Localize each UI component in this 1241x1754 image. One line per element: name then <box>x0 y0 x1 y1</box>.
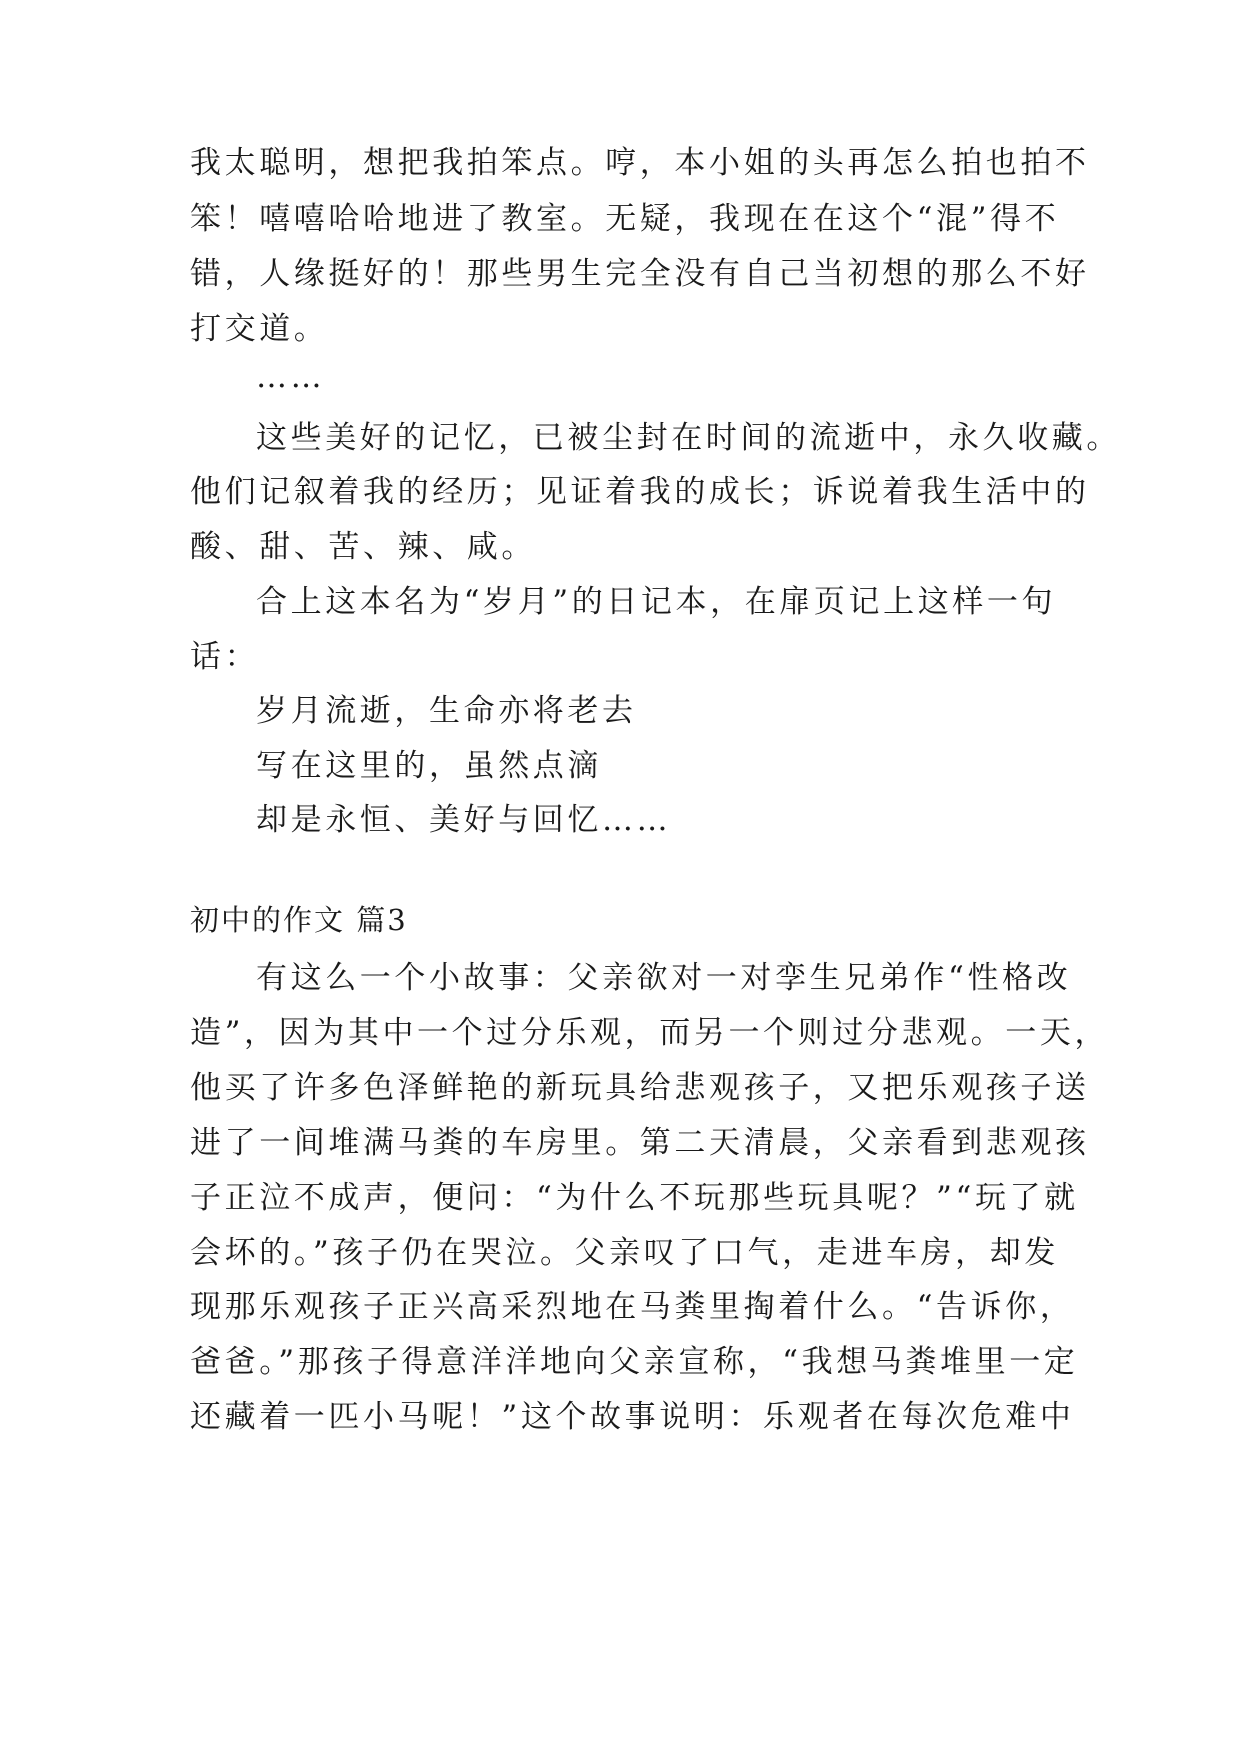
poem-line: 却是永恒、美好与回忆…… <box>256 802 672 838</box>
paragraph-line: 子正泣不成声，便问：“为什么不玩那些玩具呢？”“玩了就 <box>190 1180 1079 1216</box>
paragraph-line: 酸、甜、苦、辣、咸。 <box>190 529 536 565</box>
paragraph-line: 合上这本名为“岁月”的日记本，在扉页记上这样一句 <box>256 584 1057 620</box>
paragraph-line: 进了一间堆满马粪的车房里。第二天清晨，父亲看到悲观孩 <box>190 1125 1090 1161</box>
paragraph-line: 错，人缘挺好的！那些男生完全没有自己当初想的那么不好 <box>190 256 1090 292</box>
paragraph-line: 我太聪明，想把我拍笨点。哼，本小姐的头再怎么拍也拍不 <box>190 145 1090 181</box>
ellipsis-line: …… <box>256 359 326 395</box>
section-heading: 初中的作文 篇3 <box>190 903 408 937</box>
paragraph-line: 笨！嘻嘻哈哈地进了教室。无疑，我现在在这个“混”得不 <box>190 201 1060 237</box>
paragraph-line: 造”，因为其中一个过分乐观，而另一个则过分悲观。一天， <box>190 1015 1110 1051</box>
paragraph-line: 这些美好的记忆，已被尘封在时间的流逝中，永久收藏。 <box>256 420 1121 456</box>
paragraph-line: 有这么一个小故事：父亲欲对一对孪生兄弟作“性格改 <box>256 960 1072 996</box>
paragraph-line: 打交道。 <box>190 311 329 347</box>
poem-line: 岁月流逝，生命亦将老去 <box>256 693 637 729</box>
paragraph-line: 爸爸。”那孩子得意洋洋地向父亲宣称，“我想马粪堆里一定 <box>190 1344 1079 1380</box>
paragraph-line: 话： <box>190 639 260 675</box>
paragraph-line: 会坏的。”孩子仍在哭泣。父亲叹了口气，走进车房，却发 <box>190 1235 1059 1271</box>
paragraph-line: 还藏着一匹小马呢！”这个故事说明：乐观者在每次危难中 <box>190 1399 1075 1435</box>
paragraph-line: 他买了许多色泽鲜艳的新玩具给悲观孩子，又把乐观孩子送 <box>190 1070 1090 1106</box>
poem-line: 写在这里的，虽然点滴 <box>256 748 602 784</box>
paragraph-line: 他们记叙着我的经历；见证着我的成长；诉说着我生活中的 <box>190 474 1090 510</box>
paragraph-line: 现那乐观孩子正兴高采烈地在马粪里掏着什么。“告诉你， <box>190 1289 1075 1325</box>
